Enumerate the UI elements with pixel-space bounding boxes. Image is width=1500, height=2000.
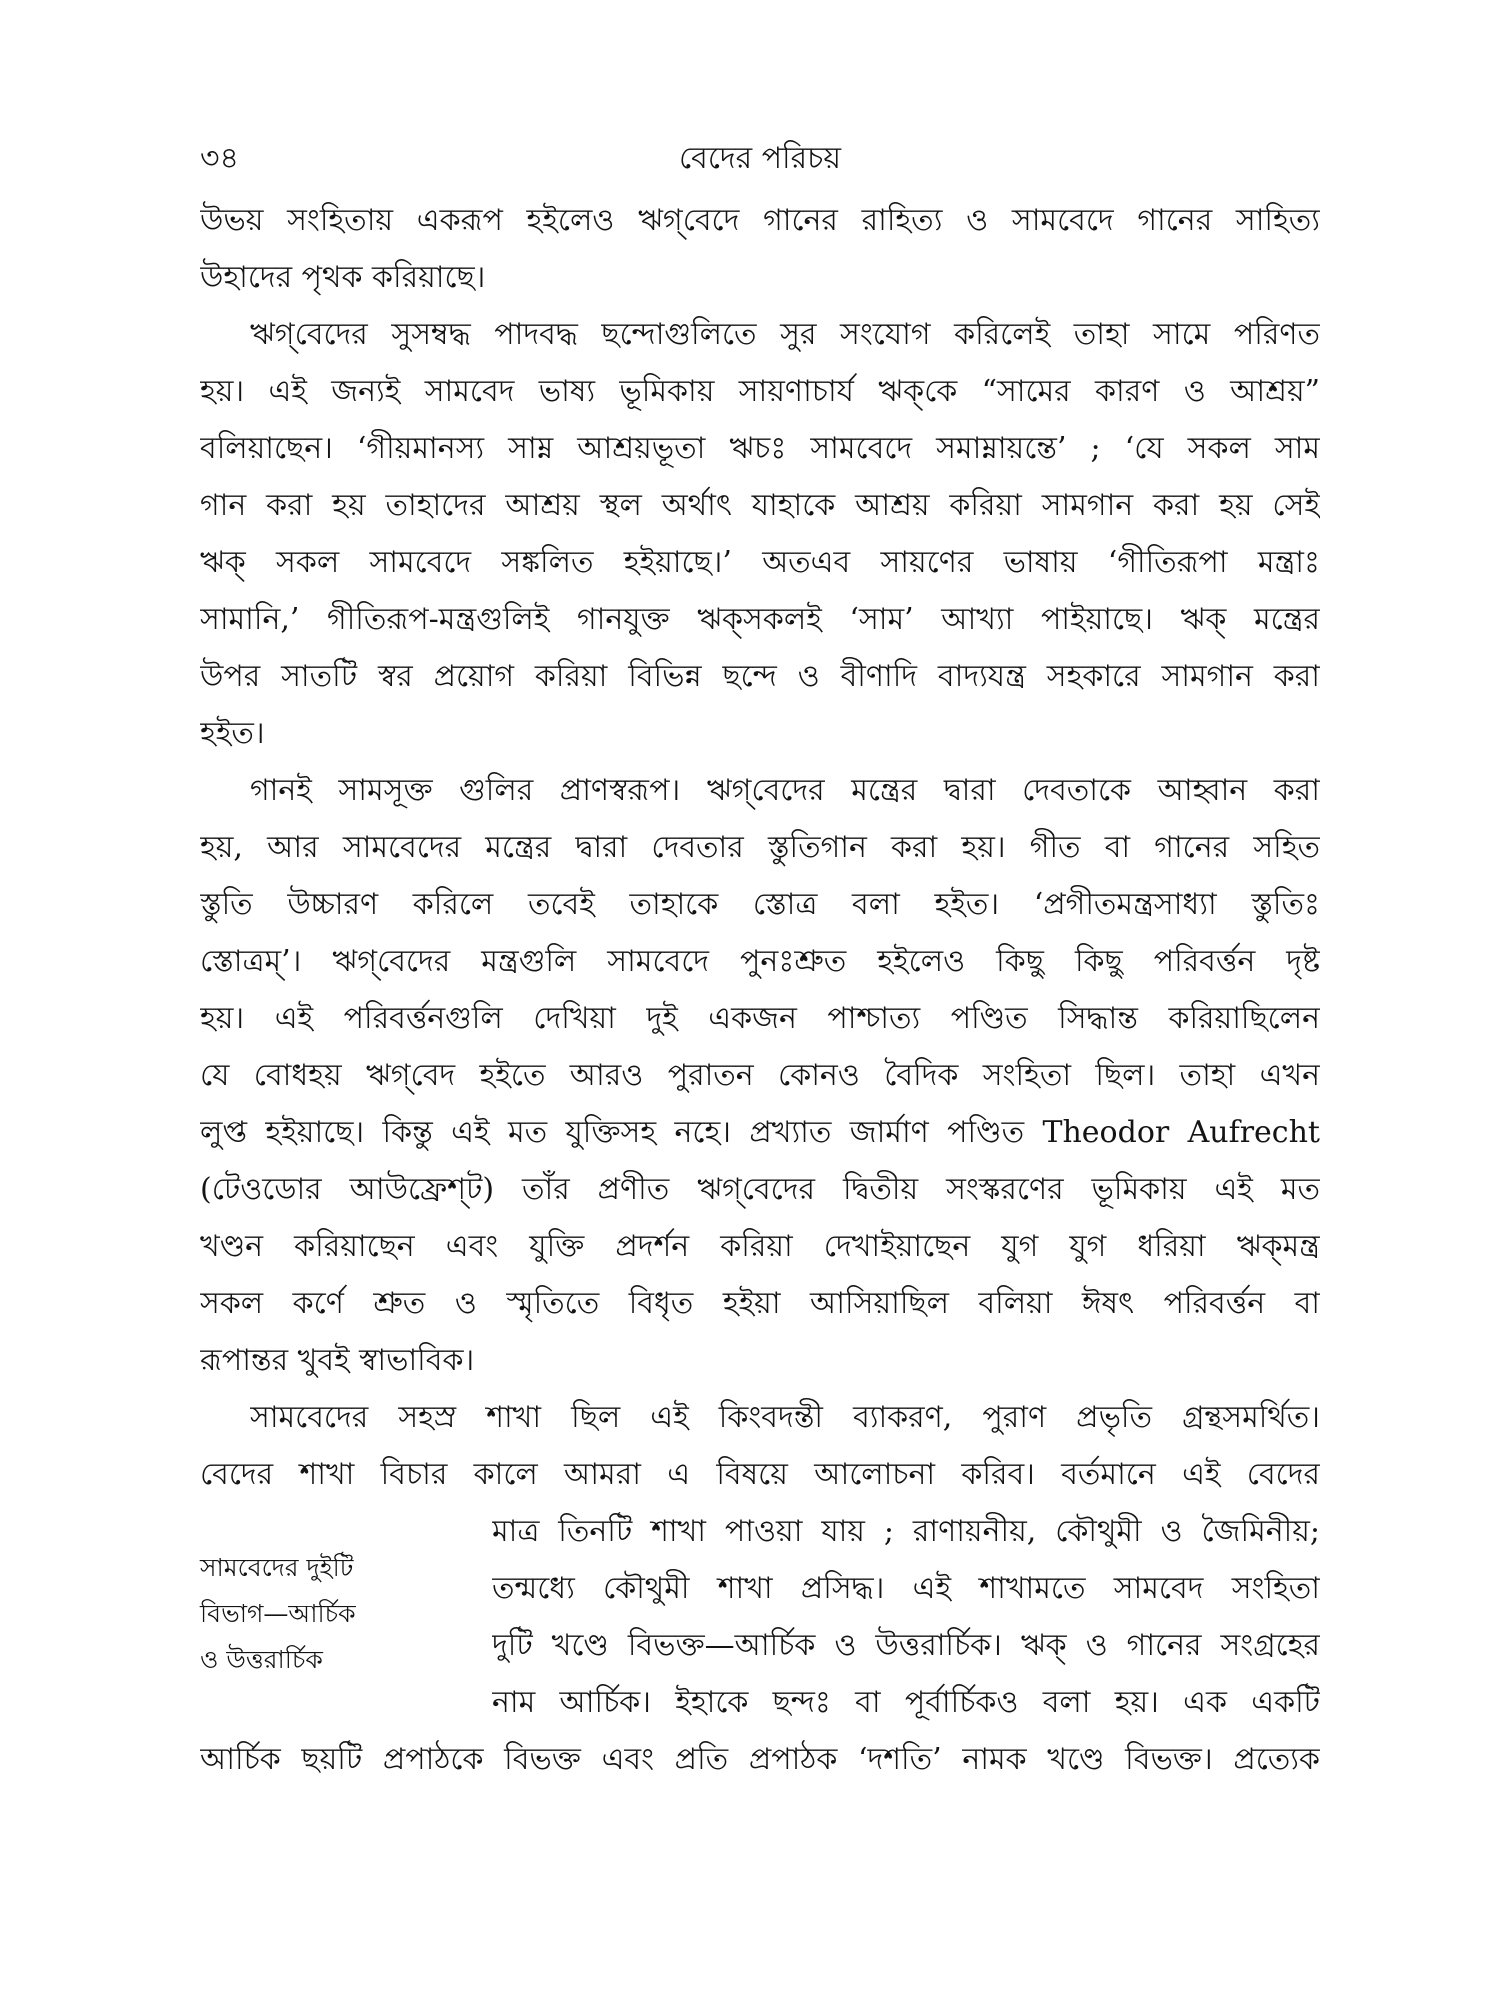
running-title: বেদের পরিচয় bbox=[678, 141, 842, 176]
text-line: হয়, আর সামবেদের মন্ত্রের দ্বারা দেবতার স্তুতিগান করা হয়। গীত বা গানের সহিত bbox=[200, 830, 1320, 865]
text-line: ঋগ্‌বেদের সুসম্বদ্ধ পাদবদ্ধ ছন্দোগুলিতে সুর সংযোগ করিলেই তাহা সামে পরিণত bbox=[250, 317, 1320, 352]
text-line: বেদের শাখা বিচার কালে আমরা এ বিষয়ে আলোচনা করিব। বর্তমানে এই বেদের bbox=[200, 1457, 1320, 1492]
text-line: উহাদের পৃথক করিয়াছে। bbox=[200, 260, 486, 295]
margin-note-line: সামবেদের দুইটি bbox=[200, 1553, 354, 1582]
text-line: বলিয়াছেন। ‘গীয়মানস্য সাম্ন আশ্রয়ভূতা ঋচঃ সামবেদে সমাম্নায়ন্তে’ ; ‘যে সকল সাম bbox=[200, 431, 1320, 466]
text-line: (টেওডোর আউফ্রেশ্‌ট) তাঁর প্রণীত ঋগ্‌বেদের দ্বিতীয় সংস্করণের ভূমিকায় এই মত bbox=[200, 1172, 1320, 1207]
text-line: আর্চিক ছয়টি প্রপাঠকে বিভক্ত এবং প্রতি প্রপাঠক ‘দশতি’ নামক খণ্ডে বিভক্ত। প্রত্যেক bbox=[200, 1742, 1320, 1777]
text-line: সকল কর্ণে শ্রুত ও স্মৃতিতে বিধৃত হইয়া আসিয়াছিল বলিয়া ঈষৎ পরিবর্ত্তন বা bbox=[200, 1286, 1320, 1321]
text-line: খণ্ডন করিয়াছেন এবং যুক্তি প্রদর্শন করিয়া দেখাইয়াছেন যুগ যুগ ধরিয়া ঋক্‌মন্ত্র bbox=[200, 1229, 1320, 1264]
text-line: হয়। এই পরিবর্ত্তনগুলি দেখিয়া দুই একজন পাশ্চাত্য পণ্ডিত সিদ্ধান্ত করিয়াছিলেন bbox=[200, 1001, 1320, 1036]
margin-note bbox=[200, 1545, 440, 1683]
text-line: সামবেদের সহস্র শাখা ছিল এই কিংবদন্তী ব্যাকরণ, পুরাণ প্রভৃতি গ্রন্থসমর্থিত। bbox=[250, 1400, 1320, 1435]
text-line: স্তোত্রম্’। ঋগ্‌বেদের মন্ত্রগুলি সামবেদে পুনঃশ্রুত হইলেও কিছু কিছু পরিবর্ত্তন দৃষ্ট bbox=[200, 944, 1320, 979]
text-line: গান করা হয় তাহাদের আশ্রয় স্থল অর্থাৎ যাহাকে আশ্রয় করিয়া সামগান করা হয় সেই bbox=[200, 488, 1320, 523]
text-line: গানই সামসূক্ত গুলির প্রাণস্বরূপ। ঋগ্‌বেদের মন্ত্রের দ্বারা দেবতাকে আহ্বান করা bbox=[250, 773, 1320, 808]
text-line: হয়। এই জন্যই সামবেদ ভাষ্য ভূমিকায় সায়ণাচার্য ঋক্‌কে “সামের কারণ ও আশ্রয়” bbox=[200, 374, 1320, 409]
text-line: স্তুতি উচ্চারণ করিলে তবেই তাহাকে স্তোত্র বলা হইত। ‘প্রগীতমন্ত্রসাধ্যা স্তুতিঃ bbox=[200, 887, 1320, 922]
page-number: ৩৪ bbox=[200, 141, 239, 176]
text-line: উপর সাতটি স্বর প্রয়োগ করিয়া বিভিন্ন ছন্দে ও বীণাদি বাদ্যযন্ত্র সহকারে সামগান করা bbox=[200, 659, 1320, 694]
text-line: যে বোধহয় ঋগ্‌বেদ হইতে আরও পুরাতন কোনও বৈদিক সংহিতা ছিল। তাহা এখন bbox=[200, 1058, 1320, 1093]
text-line: দুটি খণ্ডে বিভক্ত—আর্চিক ও উত্তরার্চিক। ঋক্ ও গানের সংগ্রহের bbox=[492, 1628, 1320, 1663]
text-line: নাম আর্চিক। ইহাকে ছন্দঃ বা পূর্বার্চিকও বলা হয়। এক একটি bbox=[492, 1685, 1320, 1720]
margin-note-line: ও উত্তরার্চিক bbox=[200, 1645, 323, 1674]
text-line: উভয় সংহিতায় একরূপ হইলেও ঋগ্‌বেদে গানের রাহিত্য ও সামবেদে গানের সাহিত্য bbox=[200, 203, 1320, 238]
text-line: ঋক্ সকল সামবেদে সঙ্কলিত হইয়াছে।’ অতএব সায়ণের ভাষায় ‘গীতিরূপা মন্ত্রাঃ bbox=[200, 545, 1320, 580]
text-line: হইত। bbox=[200, 716, 265, 751]
text-line: লুপ্ত হইয়াছে। কিন্তু এই মত যুক্তিসহ নহে। প্রখ্যাত জার্মাণ পণ্ডিত Theodor Aufrecht bbox=[200, 1115, 1320, 1150]
text-line: মাত্র তিনটি শাখা পাওয়া যায় ; রাণায়নীয়, কৌথুমী ও জৈমিনীয়; bbox=[492, 1514, 1320, 1549]
text-line: সামানি,’ গীতিরূপ-মন্ত্রগুলিই গানযুক্ত ঋক্‌সকলই ‘সাম’ আখ্যা পাইয়াছে। ঋক্ মন্ত্রের bbox=[200, 602, 1320, 637]
text-line: তন্মধ্যে কৌথুমী শাখা প্রসিদ্ধ। এই শাখামতে সামবেদ সংহিতা bbox=[492, 1571, 1320, 1606]
margin-note-line: বিভাগ—আর্চিক bbox=[200, 1599, 356, 1628]
text-line: রূপান্তর খুবই স্বাভাবিক। bbox=[200, 1343, 475, 1378]
page-header bbox=[200, 128, 1320, 178]
